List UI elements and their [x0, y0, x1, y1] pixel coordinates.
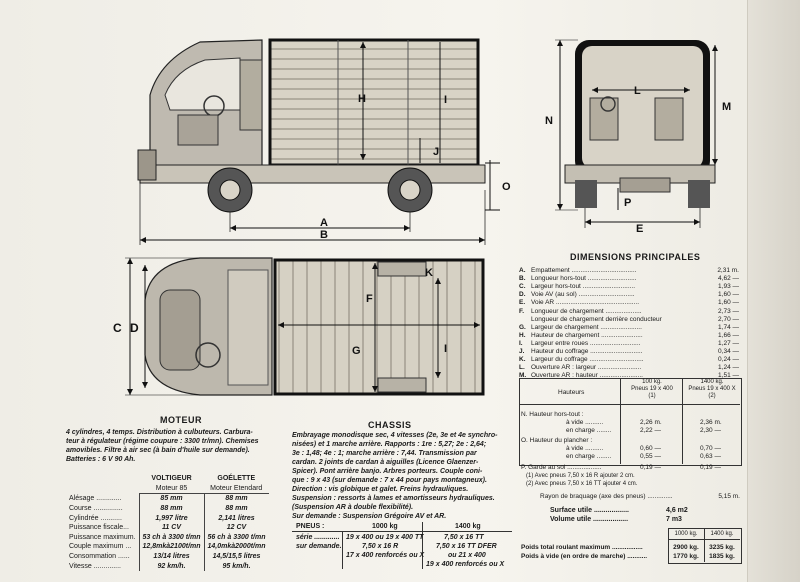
list-item: H. Hauteur de chargement ....................... 1,66 — — [519, 331, 739, 339]
chassis-line: 3e : 1,48; 4e : 1; marche arrière : 7,44. Transmission par — [292, 450, 477, 457]
table-row: Couple maximum ... 12,8mkà2100t/mn 14,0mkà2000t/mn — [66, 542, 269, 552]
list-item: J. Hauteur du coffrage ............................. 0,34 — — [519, 348, 739, 355]
pneus-serie: série ............. — [296, 534, 340, 541]
chassis-line: que : 9 x 43 (sur demande : 7 x 44 pour pays montagneux). — [292, 477, 487, 484]
poids-total-1000: 2900 kg. — [673, 544, 699, 551]
label-c: C — [113, 321, 122, 335]
table-row: Vitesse .............. 92 km/h. 95 km/h. — [66, 561, 269, 571]
chassis-line: nisées) et 1 marche arrière. Rapports : 1re : 5,27; 2e : 2,64; — [292, 441, 487, 448]
o-charge-1000: 0,55 — — [640, 453, 661, 460]
moteur-col-goelette: GOÉLETTE — [217, 475, 256, 483]
table-row: Puissance maximum. 53 ch à 3300 t/mn 56 ch à 3300 t/mn — [66, 533, 269, 543]
note-1: (1) Avec pneus 7,50 x 16 R ajouter 2 cm. — [526, 473, 635, 479]
o-charge: en charge ........ — [566, 453, 612, 460]
chassis-line: Spicer). Pont arrière banjo. Arbres porteurs. Couple coni- — [292, 468, 483, 475]
hauteurs-col1-a: 100 kg. — [642, 379, 662, 385]
chassis-title: CHASSIS — [368, 420, 412, 430]
list-item: G. Largeur de chargement ....................... 1,74 — — [519, 323, 739, 331]
pneus-1400-line: 7,50 x 16 TT DFER — [436, 543, 497, 550]
moteur-desc-1: 4 cylindres, 4 temps. Distribution à culbuteurs. Carbura- — [66, 429, 253, 436]
pneus-1400-line: ou 21 x 400 — [448, 552, 486, 559]
n-label: N. Hauteur hors-tout : — [521, 411, 584, 418]
pneus-1000-line: 7,50 x 16 R — [362, 543, 399, 550]
table-row: Alésage ............. 85 mm 88 mm — [66, 494, 269, 504]
n-vide-1000: 2,26 m. — [640, 419, 662, 426]
poids-divider — [668, 539, 740, 540]
o-vide-1000: 0,60 — — [640, 445, 661, 452]
hauteurs-col2-c: (2) — [708, 393, 716, 399]
label-g: G — [352, 345, 361, 357]
moteur-table — [66, 474, 269, 571]
pneus-divider — [342, 531, 343, 569]
list-item: D. Voie AV (au sol) ............................... 1,60 — — [519, 291, 739, 299]
list-item: K. Largeur du coffrage .............................. 0,24 — — [519, 356, 739, 364]
surface-label: Surface utile .................. — [550, 507, 629, 514]
list-item: L. Ouverture AR : largeur ........................ 1,24 — — [519, 364, 739, 372]
moteur-col-goelette-sub: Moteur Etendard — [204, 484, 268, 494]
dimensions-title: DIMENSIONS PRINCIPALES — [570, 252, 701, 262]
table-row: Consommation ...... 13/14 litres 14,5/15,5 litres — [66, 552, 269, 562]
pneus-1400-line: 7,50 x 16 TT — [444, 534, 484, 541]
n-vide: à vide .......... — [566, 419, 604, 426]
list-item: F. Longueur de chargement .................... 2,73 — — [519, 307, 739, 315]
list-item: I. Largeur entre roues ............................ 1,27 — — [519, 339, 739, 347]
pneus-header-1400: 1400 kg — [455, 523, 481, 530]
rear-view — [545, 40, 731, 235]
surface-value: 4,6 m2 — [666, 507, 688, 514]
pneus-label: PNEUS : — [296, 523, 325, 530]
poids-header-1000: 1000 kg. — [674, 531, 698, 537]
o-charge-1400: 0,63 — — [700, 453, 721, 460]
hauteurs-col1-c: (1) — [648, 393, 656, 399]
pneus-divider — [292, 531, 512, 532]
p-label: P. Garde au sol ................... — [521, 464, 602, 471]
p-1400: 0,19 — — [700, 464, 721, 471]
chassis-line: Embrayage monodisque sec, 4 vitesses (2e, 3e et 4e synchro- — [292, 432, 498, 439]
label-d: D — [130, 321, 139, 335]
list-item: B. Longueur hors-tout ........................... 4,62 — — [519, 275, 739, 283]
list-item: Longueur de chargement derrière conducteur 2,70 — — [531, 315, 739, 323]
moteur-col-voltigeur-sub: Moteur 85 — [139, 484, 204, 494]
moteur-desc-4: Batteries : 6 V 90 Ah. — [66, 456, 136, 463]
rayon-label: Rayon de braquage (axe des pneus) .............. — [540, 493, 673, 500]
label-i-side: I — [444, 94, 448, 106]
label-l: L — [634, 85, 641, 97]
label-f: F — [366, 293, 373, 305]
volume-value: 7 m3 — [666, 516, 682, 523]
pneus-sur-demande: sur demande. — [296, 543, 342, 550]
label-j: J — [433, 146, 440, 158]
label-b: B — [320, 229, 328, 241]
hauteurs-col1-b: Pneus 19 x 400 — [631, 386, 673, 392]
hauteurs-col2-a: 1400 kg. — [700, 379, 724, 385]
chassis-line: Sur demande : Suspension Grégoire AV et AR. — [292, 513, 447, 520]
label-i-top: I — [444, 343, 448, 355]
label-k: K — [425, 267, 433, 279]
label-e: E — [636, 223, 644, 235]
pneus-header-1000: 1000 kg — [372, 523, 398, 530]
moteur-desc-2: teur à régulateur (régime coupure : 3300 tr/mn). Chemises — [66, 438, 259, 445]
p-1000: 0,19 — — [640, 464, 661, 471]
hauteurs-divider — [620, 378, 621, 464]
poids-vide-1000: 1770 kg. — [673, 553, 699, 560]
label-m: M — [722, 101, 732, 113]
pneus-1000-line: 17 x 400 renforcés ou X — [346, 552, 425, 559]
pneus-divider — [422, 522, 423, 569]
n-charge-1400: 2,30 — — [700, 427, 721, 434]
top-view — [113, 258, 483, 395]
moteur-title: MOTEUR — [160, 415, 202, 425]
pneus-1400-line: 19 x 400 renforcés ou X — [426, 561, 505, 568]
hauteurs-label: Hauteurs — [558, 389, 585, 396]
chassis-line: Direction : vis globique et galet. Freins hydrauliques. — [292, 486, 469, 493]
table-row: Course ............... 88 mm 88 mm — [66, 504, 269, 514]
label-h: H — [358, 93, 366, 105]
label-p: P — [624, 197, 632, 209]
n-charge: en charge ........ — [566, 427, 612, 434]
chassis-line: (Suspension AR à double flexibilité). — [292, 504, 414, 511]
poids-header-1400: 1400 kg. — [710, 531, 734, 537]
list-item: M. Ouverture AR : hauteur ........................ 1,51 — — [519, 372, 739, 380]
poids-total-label: Poids total roulant maximum ................. — [521, 544, 643, 551]
table-row: Puissance fiscale... 11 CV 12 CV — [66, 523, 269, 533]
hauteurs-divider — [682, 378, 683, 464]
poids-vide-label: Poids à vide (en ordre de marche) ........... — [521, 553, 648, 560]
chassis-line: cardan. 2 joints de cardan à aiguilles (Licence Glaenzer- — [292, 459, 479, 466]
poids-total-1400: 3235 kg. — [709, 544, 735, 551]
o-vide: à vide .......... — [566, 445, 604, 452]
poids-vide-1400: 1835 kg. — [709, 553, 735, 560]
o-label: O. Hauteur du plancher : — [521, 437, 593, 444]
o-vide-1400: 0,70 — — [700, 445, 721, 452]
note-2: (2) Avec pneus 7,50 x 16 TT ajouter 4 cm. — [526, 481, 638, 487]
list-item: A. Empattement .................................... 2,31 m. — [519, 267, 739, 274]
hauteurs-col2-b: Pneus 19 x 400 X — [688, 386, 736, 392]
moteur-col-voltigeur: VOLTIGEUR — [151, 475, 192, 483]
rayon-value: 5,15 m. — [718, 493, 740, 500]
label-o: O — [502, 181, 511, 193]
n-charge-1000: 2,22 — — [640, 427, 661, 434]
list-item: E. Voie AR .............................................. 1,60 — — [519, 299, 739, 307]
volume-label: Volume utile .................. — [550, 516, 629, 523]
label-n: N — [545, 115, 553, 127]
chassis-line: Suspension : ressorts à lames et amortisseurs hydrauliques. — [292, 495, 495, 502]
label-a: A — [320, 217, 328, 229]
side-view — [138, 40, 511, 245]
hauteurs-divider — [519, 404, 740, 405]
pneus-1000-line: 19 x 400 ou 19 x 400 TT — [346, 534, 424, 541]
n-vide-1400: 2,36 m. — [700, 419, 722, 426]
table-row: Cylindrée ........... 1,997 litre 2,141 litres — [66, 513, 269, 523]
moteur-desc-3: amovibles. Filtre à air sec (à bain d'huile sur demande). — [66, 447, 250, 454]
list-item: C. Largeur hors-tout ............................. 1,93 — — [519, 283, 739, 291]
